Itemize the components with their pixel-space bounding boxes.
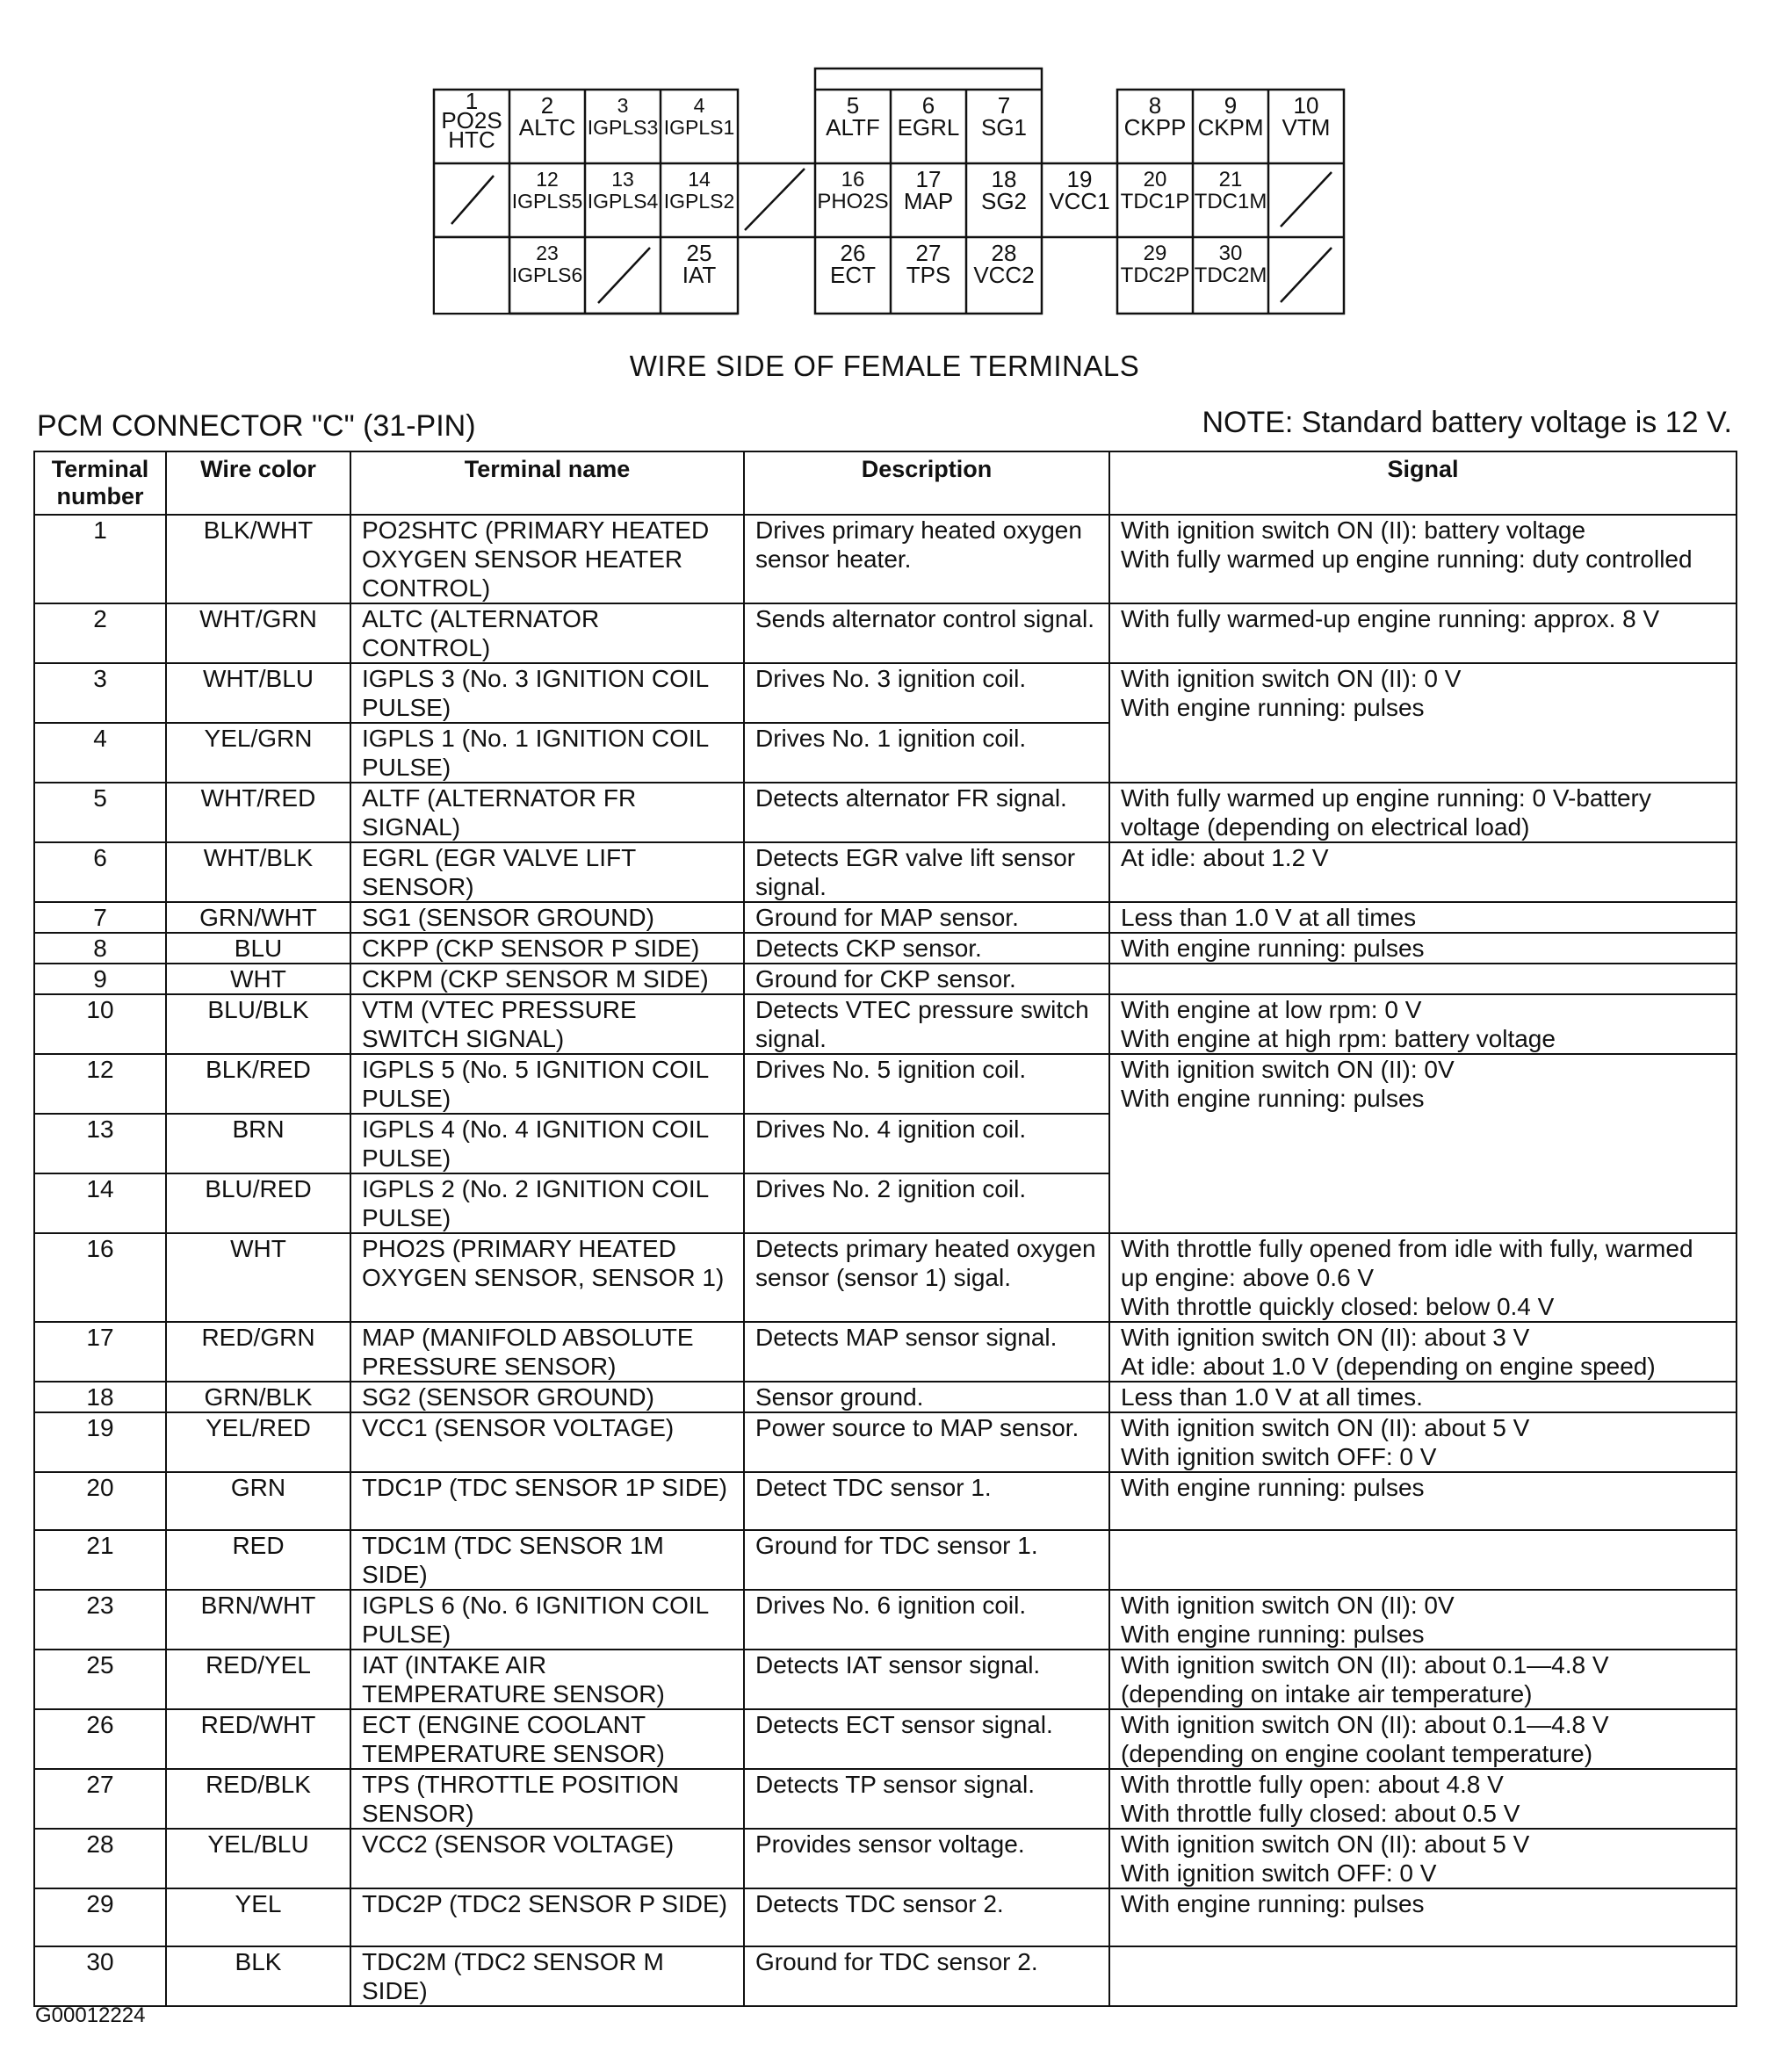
table-row — [34, 1650, 1737, 1709]
signal-line: With ignition switch ON (II): battery voltage — [1121, 516, 1586, 544]
pin-12 — [509, 163, 585, 237]
terminal-name-cell: SG1 (SENSOR GROUND) — [350, 902, 744, 933]
terminal-name-cell: PO2SHTC (PRIMARY HEATED OXYGEN SENSOR HEATER CONTROL) — [350, 515, 744, 603]
terminal-number-cell: 18 — [34, 1382, 166, 1412]
document-code: G00012224 — [35, 2003, 146, 2027]
terminal-name-cell: SG2 (SENSOR GROUND) — [350, 1382, 744, 1412]
signal-cell — [1109, 1233, 1737, 1322]
signal-line: With engine running: pulses — [1121, 1621, 1425, 1648]
pin-number: 27 — [915, 240, 942, 266]
terminal-name-cell: MAP (MANIFOLD ABSOLUTE PRESSURE SENSOR) — [350, 1322, 744, 1382]
wire-color-cell: BRN/WHT — [166, 1590, 350, 1650]
signal-line: At idle: about 1.0 V (depending on engine speed) — [1121, 1353, 1656, 1380]
wire-color-cell: WHT — [166, 964, 350, 994]
description-cell: Detects ECT sensor signal. — [744, 1709, 1109, 1769]
terminal-number-cell: 12 — [34, 1054, 166, 1114]
terminal-name-cell: IGPLS 1 (No. 1 IGNITION COIL PULSE) — [350, 723, 744, 783]
terminal-number-cell: 5 — [34, 783, 166, 842]
signal-line: With engine running: pulses — [1121, 1890, 1425, 1917]
terminal-number-cell: 25 — [34, 1650, 166, 1709]
pin-code: TDC2M — [1194, 264, 1267, 287]
signal-cell — [1109, 1590, 1737, 1650]
signal-cell — [1109, 663, 1737, 783]
pin-code: TDC2P — [1120, 264, 1190, 287]
pin-code: SG2 — [980, 188, 1028, 214]
pin-code: ECT — [830, 262, 876, 288]
pin-code: VCC2 — [973, 262, 1035, 288]
signal-line: With ignition switch ON (II): about 0.1—4.8 V — [1121, 1651, 1609, 1679]
signal-cell — [1109, 842, 1737, 902]
signal-line: With fully warmed up engine running: 0 V-battery voltage (depending on electrical load) — [1121, 784, 1651, 841]
col-header-signal: Signal — [1109, 451, 1737, 515]
wire-color-cell: RED — [166, 1530, 350, 1590]
signal-line: With engine at high rpm: battery voltage — [1121, 1025, 1556, 1052]
terminal-name-cell: TDC2M (TDC2 SENSOR M SIDE) — [350, 1946, 744, 2006]
wire-color-cell: BLU — [166, 933, 350, 964]
description-cell: Drives No. 5 ignition coil. — [744, 1054, 1109, 1114]
terminal-name-cell: TDC1P (TDC SENSOR 1P SIDE) — [350, 1472, 744, 1530]
description-cell: Ground for CKP sensor. — [744, 964, 1109, 994]
signal-cell — [1109, 994, 1737, 1054]
description-cell: Sensor ground. — [744, 1382, 1109, 1412]
signal-cell — [1109, 603, 1737, 663]
col-header-terminal-number: Terminal number — [34, 451, 166, 515]
signal-line: With throttle fully open: about 4.8 V — [1121, 1771, 1504, 1798]
pin-30 — [1193, 237, 1268, 314]
terminal-number-cell: 20 — [34, 1472, 166, 1530]
description-cell: Detects CKP sensor. — [744, 933, 1109, 964]
pin-18 — [966, 163, 1042, 237]
pin-1 — [434, 90, 509, 163]
table-row — [34, 1946, 1737, 2006]
terminal-name-cell: VTM (VTEC PRESSURE SWITCH SIGNAL) — [350, 994, 744, 1054]
signal-line: With ignition switch ON (II): about 0.1—4.8 V — [1121, 1711, 1609, 1738]
signal-line: (depending on engine coolant temperature) — [1121, 1740, 1593, 1767]
table-row — [34, 1322, 1737, 1382]
signal-line: With ignition switch ON (II): about 5 V — [1121, 1830, 1530, 1858]
description-cell: Ground for MAP sensor. — [744, 902, 1109, 933]
pin-17 — [891, 163, 966, 237]
pin-29 — [1117, 237, 1193, 314]
wire-color-cell: WHT — [166, 1233, 350, 1322]
pin-code: EGRL — [897, 114, 960, 141]
pin-code: IGPLS1 — [663, 116, 735, 139]
signal-cell — [1109, 515, 1737, 603]
pin-code: VCC1 — [1049, 188, 1110, 214]
wire-color-cell: BLU/RED — [166, 1173, 350, 1233]
terminal-number-cell: 7 — [34, 902, 166, 933]
terminal-name-cell: ALTF (ALTERNATOR FR SIGNAL) — [350, 783, 744, 842]
table-body — [34, 515, 1737, 2006]
table-row — [34, 1382, 1737, 1412]
pin-code: IGPLS2 — [663, 190, 735, 213]
signal-line: With throttle fully closed: about 0.5 V — [1121, 1800, 1520, 1827]
signal-line: With ignition switch ON (II): 0 V — [1121, 665, 1462, 692]
signal-cell — [1109, 1322, 1737, 1382]
table-row — [34, 1709, 1737, 1769]
table-row — [34, 603, 1737, 663]
signal-line: With throttle quickly closed: below 0.4 V — [1121, 1293, 1555, 1320]
pin-code: CKPM — [1197, 114, 1264, 141]
table-row — [34, 1233, 1737, 1322]
signal-cell — [1109, 902, 1737, 933]
wire-color-cell: RED/GRN — [166, 1322, 350, 1382]
wire-color-cell: WHT/RED — [166, 783, 350, 842]
pin-3 — [585, 90, 661, 163]
terminal-number-cell: 9 — [34, 964, 166, 994]
pin-20 — [1117, 163, 1193, 237]
terminal-name-cell: ALTC (ALTERNATOR CONTROL) — [350, 603, 744, 663]
pin-number: 18 — [991, 166, 1017, 192]
pin-code: ALTC — [518, 114, 576, 141]
pin-number: 21 — [1218, 168, 1243, 191]
signal-cell — [1109, 933, 1737, 964]
pin-code: TDC1P — [1120, 190, 1190, 213]
pin-26 — [815, 237, 891, 314]
pin-code: CKPP — [1123, 114, 1187, 141]
table-row — [34, 1888, 1737, 1946]
table-row — [34, 1530, 1737, 1590]
signal-cell — [1109, 1054, 1737, 1233]
table-row — [34, 842, 1737, 902]
signal-line: At idle: about 1.2 V — [1121, 844, 1329, 871]
description-cell: Detects MAP sensor signal. — [744, 1322, 1109, 1382]
pin-code: TDC1M — [1194, 190, 1267, 213]
wire-color-cell: BLK/WHT — [166, 515, 350, 603]
terminal-number-cell: 28 — [34, 1829, 166, 1888]
wire-color-cell: BLK — [166, 1946, 350, 2006]
signal-cell — [1109, 783, 1737, 842]
pin-code: MAP — [903, 188, 954, 214]
pin-number: 9 — [1224, 92, 1238, 119]
signal-cell — [1109, 1769, 1737, 1829]
pin-number: 5 — [846, 92, 860, 119]
pin-16 — [815, 163, 891, 237]
terminal-number-cell: 10 — [34, 994, 166, 1054]
pin-14 — [661, 163, 738, 237]
description-cell: Detects EGR valve lift sensor signal. — [744, 842, 1109, 902]
signal-line: With throttle fully opened from idle with fully, warmed up engine: above 0.6 V — [1121, 1235, 1693, 1291]
pin-6 — [891, 90, 966, 163]
pin-number: 14 — [688, 168, 711, 191]
signal-line: With ignition switch OFF: 0 V — [1121, 1443, 1437, 1470]
signal-line: With ignition switch ON (II): about 5 V — [1121, 1414, 1530, 1441]
pin-23 — [509, 237, 585, 314]
terminal-number-cell: 17 — [34, 1322, 166, 1382]
description-cell: Ground for TDC sensor 1. — [744, 1530, 1109, 1590]
description-cell: Detects IAT sensor signal. — [744, 1650, 1109, 1709]
description-cell: Drives No. 1 ignition coil. — [744, 723, 1109, 783]
signal-line: With engine running: pulses — [1121, 694, 1425, 721]
signal-line: With fully warmed-up engine running: approx. 8 V — [1121, 605, 1660, 632]
table-row — [34, 902, 1737, 933]
terminal-number-cell: 13 — [34, 1114, 166, 1173]
signal-line: (depending on intake air temperature) — [1121, 1680, 1533, 1707]
signal-line: With ignition switch ON (II): 0V — [1121, 1592, 1455, 1619]
signal-cell — [1109, 1530, 1737, 1590]
terminal-number-cell: 3 — [34, 663, 166, 723]
table-row — [34, 1054, 1737, 1114]
terminal-number-cell: 8 — [34, 933, 166, 964]
description-cell: Detects TDC sensor 2. — [744, 1888, 1109, 1946]
terminal-number-cell: 6 — [34, 842, 166, 902]
pin-9 — [1193, 90, 1268, 163]
terminal-name-cell: PHO2S (PRIMARY HEATED OXYGEN SENSOR, SENSOR 1) — [350, 1233, 744, 1322]
pin-number: 6 — [921, 92, 935, 119]
table-row — [34, 933, 1737, 964]
terminal-number-cell: 14 — [34, 1173, 166, 1233]
signal-cell — [1109, 1472, 1737, 1530]
pin-code: IGPLS4 — [587, 190, 659, 213]
pin-number: 28 — [991, 240, 1017, 266]
pin-code: VTM — [1282, 114, 1331, 141]
col-header-description: Description — [744, 451, 1109, 515]
wire-color-cell: WHT/GRN — [166, 603, 350, 663]
terminal-name-cell: TDC2P (TDC2 SENSOR P SIDE) — [350, 1888, 744, 1946]
pin-number: 19 — [1066, 166, 1093, 192]
terminal-name-cell: VCC2 (SENSOR VOLTAGE) — [350, 1829, 744, 1888]
terminal-name-cell: CKPP (CKP SENSOR P SIDE) — [350, 933, 744, 964]
signal-line: With fully warmed up engine running: duty controlled — [1121, 545, 1693, 573]
pin-number: 1 — [465, 88, 479, 114]
description-cell: Detects primary heated oxygen sensor (sensor 1) sigal. — [744, 1233, 1109, 1322]
col-header-terminal-name: Terminal name — [350, 451, 744, 515]
pin-28 — [966, 237, 1042, 314]
terminal-number-cell: 4 — [34, 723, 166, 783]
table-row — [34, 663, 1737, 723]
wire-color-cell: BLK/RED — [166, 1054, 350, 1114]
wire-color-cell: BLU/BLK — [166, 994, 350, 1054]
pin-number: 10 — [1293, 92, 1319, 119]
wire-color-cell: WHT/BLK — [166, 842, 350, 902]
pin-5 — [815, 90, 891, 163]
terminal-name-cell: IGPLS 2 (No. 2 IGNITION COIL PULSE) — [350, 1173, 744, 1233]
table-row — [34, 1412, 1737, 1472]
description-cell: Power source to MAP sensor. — [744, 1412, 1109, 1472]
pin-25 — [661, 237, 738, 314]
terminal-name-cell: IGPLS 4 (No. 4 IGNITION COIL PULSE) — [350, 1114, 744, 1173]
pin-code: IGPLS5 — [511, 190, 583, 213]
wire-color-cell: YEL — [166, 1888, 350, 1946]
pin-number: 4 — [693, 94, 705, 117]
wire-color-cell: YEL/RED — [166, 1412, 350, 1472]
description-cell: Drives No. 3 ignition coil. — [744, 663, 1109, 723]
terminal-number-cell: 19 — [34, 1412, 166, 1472]
wire-color-cell: GRN/BLK — [166, 1382, 350, 1412]
wire-color-cell: YEL/BLU — [166, 1829, 350, 1888]
pin-13 — [585, 163, 661, 237]
pin-number: 20 — [1143, 168, 1167, 191]
signal-cell — [1109, 1709, 1737, 1769]
description-cell: Detect TDC sensor 1. — [744, 1472, 1109, 1530]
terminal-name-cell: IGPLS 6 (No. 6 IGNITION COIL PULSE) — [350, 1590, 744, 1650]
description-cell: Provides sensor voltage. — [744, 1829, 1109, 1888]
description-cell: Drives No. 6 ignition coil. — [744, 1590, 1109, 1650]
wire-color-cell: YEL/GRN — [166, 723, 350, 783]
pin-number: 12 — [536, 168, 559, 191]
terminal-name-cell: TPS (THROTTLE POSITION SENSOR) — [350, 1769, 744, 1829]
terminal-number-cell: 26 — [34, 1709, 166, 1769]
description-cell: Drives No. 4 ignition coil. — [744, 1114, 1109, 1173]
table-row — [34, 1769, 1737, 1829]
signal-line: With engine at low rpm: 0 V — [1121, 996, 1422, 1023]
terminal-name-cell: IGPLS 5 (No. 5 IGNITION COIL PULSE) — [350, 1054, 744, 1114]
description-cell: Sends alternator control signal. — [744, 603, 1109, 663]
wire-color-cell: BRN — [166, 1114, 350, 1173]
description-cell: Detects alternator FR signal. — [744, 783, 1109, 842]
pin-code: IAT — [682, 262, 717, 288]
pin-8 — [1117, 90, 1193, 163]
signal-line: With engine running: pulses — [1121, 1474, 1425, 1501]
signal-cell — [1109, 1888, 1737, 1946]
table-row — [34, 1472, 1737, 1530]
pin-number: 3 — [617, 94, 629, 117]
signal-cell — [1109, 1650, 1737, 1709]
terminal-number-cell: 21 — [34, 1530, 166, 1590]
signal-cell — [1109, 1412, 1737, 1472]
wire-color-cell: WHT/BLU — [166, 663, 350, 723]
pin-10 — [1268, 90, 1344, 163]
pin-number: 7 — [997, 92, 1011, 119]
pin-21 — [1193, 163, 1268, 237]
table-row — [34, 515, 1737, 603]
pin-number: 23 — [536, 242, 559, 264]
terminal-name-cell: CKPM (CKP SENSOR M SIDE) — [350, 964, 744, 994]
description-cell: Drives No. 2 ignition coil. — [744, 1173, 1109, 1233]
pin-number: 2 — [540, 92, 554, 119]
pin-2 — [509, 90, 585, 163]
pin-number: 16 — [841, 168, 865, 191]
pin-number: 8 — [1148, 92, 1162, 119]
signal-line: With ignition switch ON (II): 0V — [1121, 1056, 1455, 1083]
signal-line: With engine running: pulses — [1121, 935, 1425, 962]
pin-code: TPS — [906, 262, 951, 288]
terminal-table — [33, 451, 1737, 2007]
pin-number: 26 — [840, 240, 866, 266]
pin-number: 29 — [1143, 242, 1167, 265]
diagram-caption: WIRE SIDE OF FEMALE TERMINALS — [629, 350, 1140, 382]
signal-line: With engine running: pulses — [1121, 1085, 1425, 1112]
terminal-number-cell: 2 — [34, 603, 166, 663]
signal-line: With ignition switch ON (II): about 3 V — [1121, 1324, 1530, 1351]
wire-color-cell: RED/YEL — [166, 1650, 350, 1709]
pin-number: 17 — [915, 166, 942, 192]
pin-number: 30 — [1218, 242, 1243, 265]
pin-code: PHO2S — [817, 190, 889, 213]
table-row — [34, 783, 1737, 842]
signal-line: Less than 1.0 V at all times — [1121, 904, 1417, 931]
table-row — [34, 994, 1737, 1054]
pin-code: IGPLS6 — [511, 264, 583, 286]
signal-cell — [1109, 964, 1737, 994]
terminal-number-cell: 16 — [34, 1233, 166, 1322]
terminal-number-cell: 30 — [34, 1946, 166, 2006]
wire-color-cell: RED/WHT — [166, 1709, 350, 1769]
terminal-name-cell: EGRL (EGR VALVE LIFT SENSOR) — [350, 842, 744, 902]
pin-number: 25 — [686, 240, 712, 266]
terminal-name-cell: IGPLS 3 (No. 3 IGNITION COIL PULSE) — [350, 663, 744, 723]
description-cell: Drives primary heated oxygen sensor heater. — [744, 515, 1109, 603]
pin-code: PO2S HTC — [441, 107, 502, 153]
table-header-row — [34, 451, 1737, 515]
wire-color-cell: GRN — [166, 1472, 350, 1530]
signal-cell — [1109, 1382, 1737, 1412]
table-row — [34, 964, 1737, 994]
pin-code: IGPLS3 — [587, 116, 659, 139]
wire-color-cell: RED/BLK — [166, 1769, 350, 1829]
description-cell: Detects VTEC pressure switch signal. — [744, 994, 1109, 1054]
pin-7 — [966, 90, 1042, 163]
connector-title: PCM CONNECTOR "C" (31-PIN) — [37, 409, 476, 443]
pin-19 — [1042, 163, 1117, 237]
battery-note: NOTE: Standard battery voltage is 12 V. — [1202, 406, 1732, 439]
description-cell: Ground for TDC sensor 2. — [744, 1946, 1109, 2006]
terminal-name-cell: TDC1M (TDC SENSOR 1M SIDE) — [350, 1530, 744, 1590]
terminal-name-cell: VCC1 (SENSOR VOLTAGE) — [350, 1412, 744, 1472]
pin-4 — [661, 90, 738, 163]
terminal-number-cell: 27 — [34, 1769, 166, 1829]
pin-code: ALTF — [826, 114, 880, 141]
pin-code: SG1 — [980, 114, 1028, 141]
terminal-number-cell: 29 — [34, 1888, 166, 1946]
signal-cell — [1109, 1946, 1737, 2006]
pin-number: 13 — [611, 168, 634, 191]
table-row — [34, 1590, 1737, 1650]
terminal-number-cell: 1 — [34, 515, 166, 603]
signal-line: With ignition switch OFF: 0 V — [1121, 1859, 1437, 1887]
description-cell: Detects TP sensor signal. — [744, 1769, 1109, 1829]
wire-color-cell: GRN/WHT — [166, 902, 350, 933]
pin-27 — [891, 237, 966, 314]
terminal-number-cell: 23 — [34, 1590, 166, 1650]
signal-line: Less than 1.0 V at all times. — [1121, 1383, 1423, 1411]
terminal-name-cell: ECT (ENGINE COOLANT TEMPERATURE SENSOR) — [350, 1709, 744, 1769]
terminal-name-cell: IAT (INTAKE AIR TEMPERATURE SENSOR) — [350, 1650, 744, 1709]
table-row — [34, 1829, 1737, 1888]
col-header-wire-color: Wire color — [166, 451, 350, 515]
signal-cell — [1109, 1829, 1737, 1888]
